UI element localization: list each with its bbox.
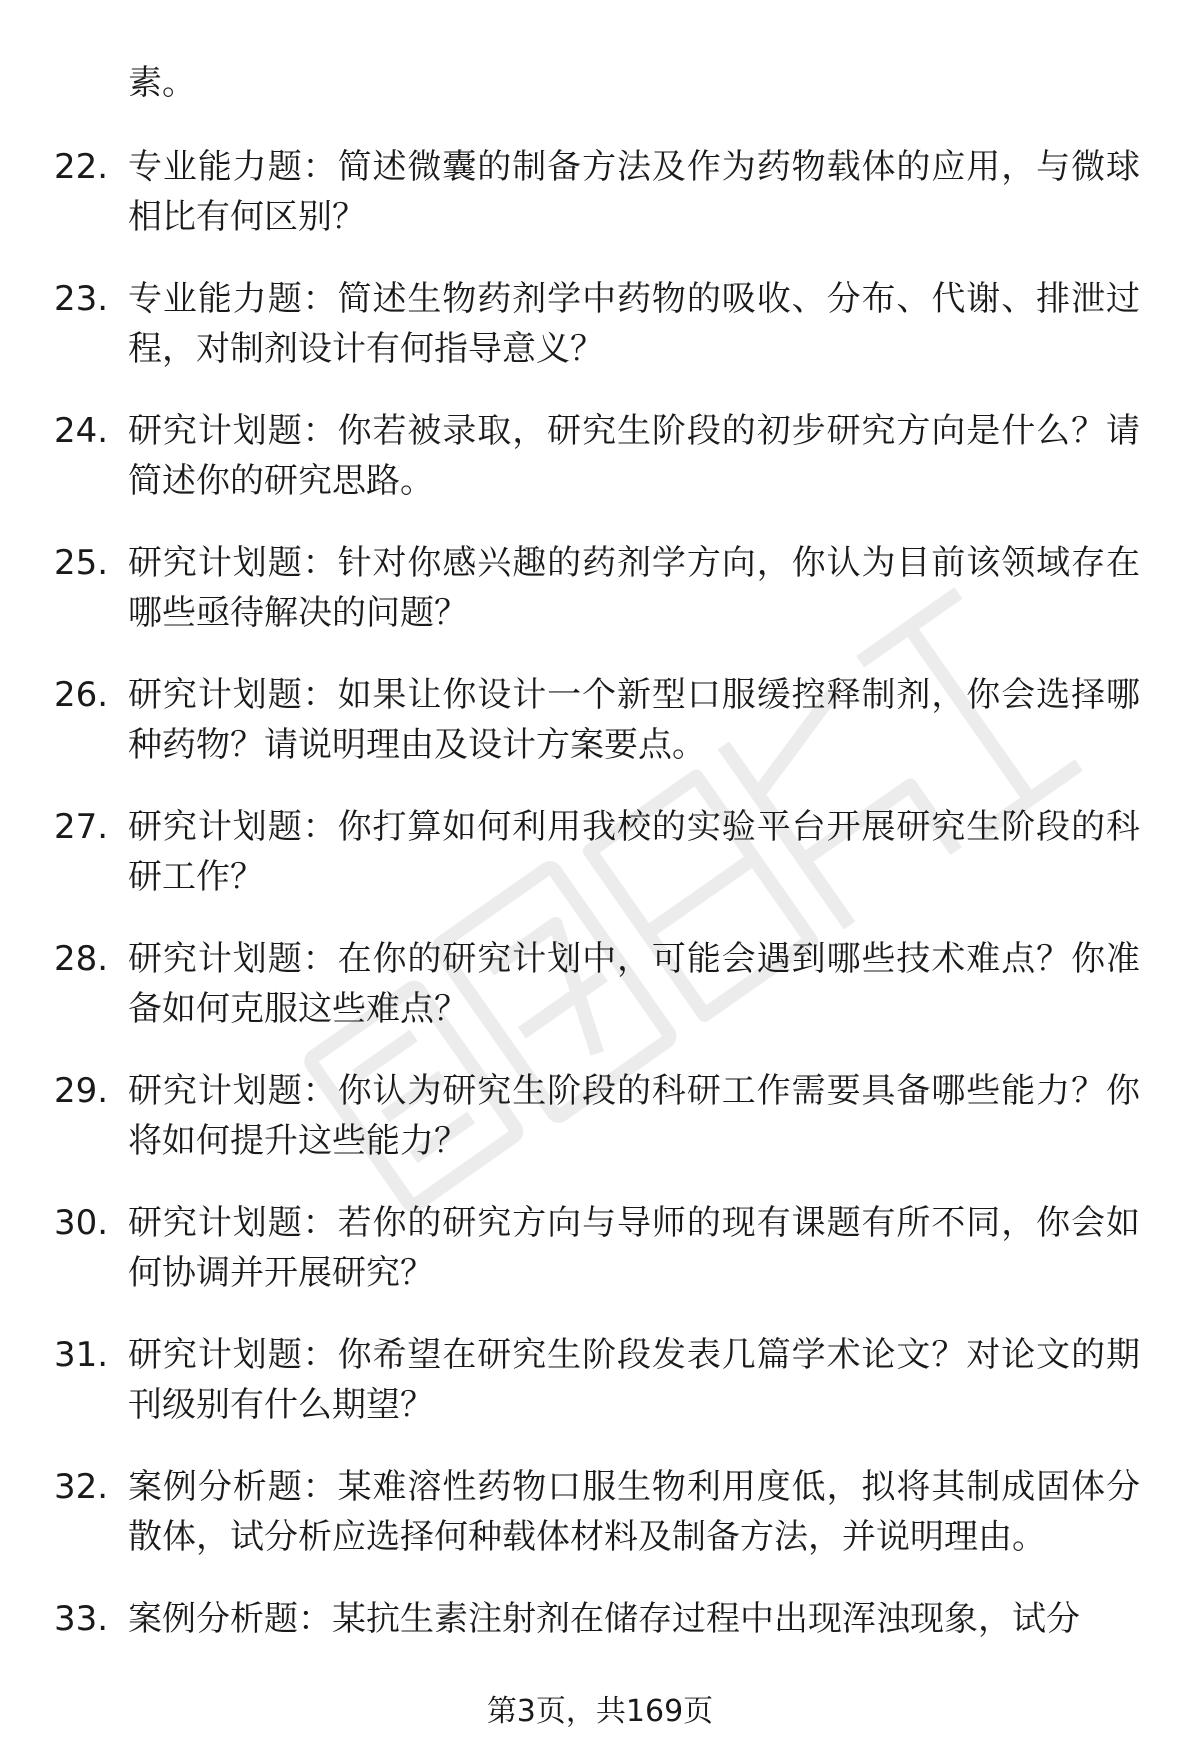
question-item (0, 802, 1200, 934)
question-text: 研究计划题：针对你感兴趣的药剂学方向，你认为目前该领域存在哪些亟待解决的问题？ (128, 543, 1140, 633)
question-text: 研究计划题：如果让你设计一个新型口服缓控释制剂，你会选择哪种药物？请说明理由及设计方案要点。 (128, 675, 1140, 765)
question-text: 专业能力题：简述生物药剂学中药物的吸收、分布、代谢、排泄过程，对制剂设计有何指导意义？ (128, 279, 1140, 369)
question-number: 24. (54, 411, 109, 451)
question-item (0, 934, 1200, 1066)
question-text: 案例分析题：某难溶性药物口服生物利用度低，拟将其制成固体分散体，试分析应选择何种载体材料及制备方法，并说明理由。 (128, 1467, 1140, 1557)
question-number: 25. (54, 543, 109, 583)
question-text: 专业能力题：简述微囊的制备方法及作为药物载体的应用，与微球相比有何区别？ (128, 147, 1140, 237)
continuation-text: 素。 (128, 63, 196, 103)
question-text: 研究计划题：若你的研究方向与导师的现有课题有所不同，你会如何协调并开展研究？ (128, 1203, 1140, 1293)
question-number: 26. (54, 675, 109, 715)
question-number: 30. (54, 1203, 109, 1243)
question-number: 32. (54, 1467, 109, 1507)
page-footer: 第3页，共169页 (486, 1694, 714, 1729)
question-item (0, 142, 1200, 274)
question-text: 研究计划题：你若被录取，研究生阶段的初步研究方向是什么？请简述你的研究思路。 (128, 411, 1140, 501)
question-number: 31. (54, 1335, 109, 1375)
question-item (0, 1198, 1200, 1330)
question-number: 22. (54, 147, 109, 187)
question-item (0, 406, 1200, 538)
question-list (0, 142, 1200, 1726)
question-item (0, 670, 1200, 802)
question-item (0, 274, 1200, 406)
question-item (0, 538, 1200, 670)
question-text: 研究计划题：你认为研究生阶段的科研工作需要具备哪些能力？你将如何提升这些能力？ (128, 1071, 1140, 1161)
question-item (0, 1462, 1200, 1594)
question-item (0, 1330, 1200, 1462)
question-text: 研究计划题：在你的研究计划中，可能会遇到哪些技术难点？你准备如何克服这些难点？ (128, 939, 1140, 1029)
question-text: 研究计划题：你希望在研究生阶段发表几篇学术论文？对论文的期刊级别有什么期望？ (128, 1335, 1140, 1425)
question-number: 28. (54, 939, 109, 979)
question-number: 23. (54, 279, 109, 319)
question-number: 29. (54, 1071, 109, 1111)
question-number: 33. (54, 1599, 109, 1639)
question-number: 27. (54, 807, 109, 847)
question-text: 研究计划题：你打算如何利用我校的实验平台开展研究生阶段的科研工作？ (128, 807, 1140, 897)
question-text: 案例分析题：某抗生素注射剂在储存过程中出现浑浊现象，试分 (128, 1599, 1080, 1639)
question-item (0, 1066, 1200, 1198)
